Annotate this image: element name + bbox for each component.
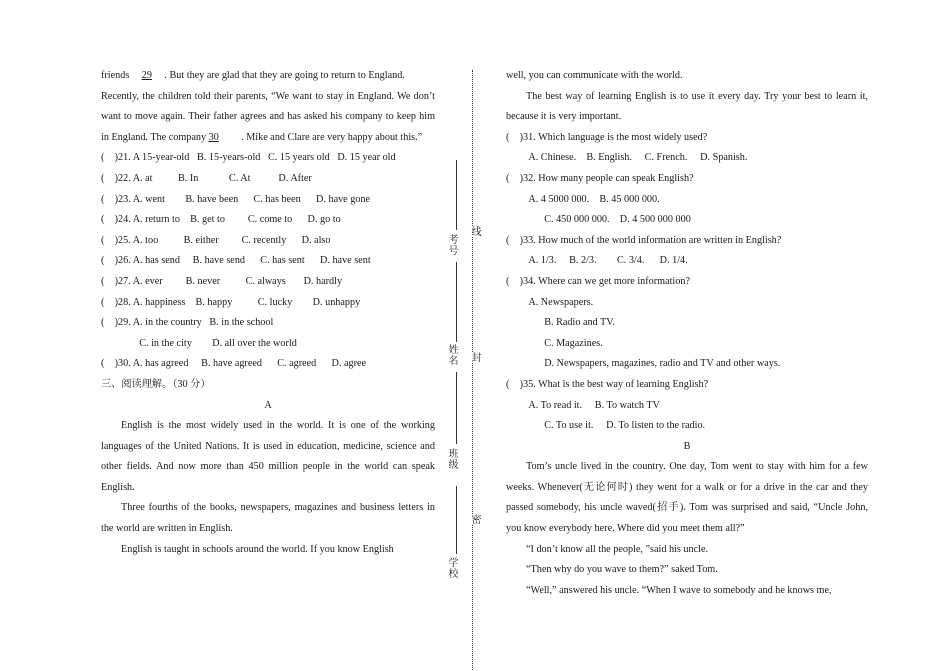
seal-seal-text: 封 — [469, 352, 480, 363]
passage-a-paragraph-3: English is taught in schools around the world. If you know English — [121, 543, 394, 555]
class-line — [456, 372, 457, 444]
question-28: ( )28. A. happiness B. happy C. lucky D. unhappy — [101, 296, 361, 308]
exam-no-label: 考号 — [446, 234, 457, 256]
passage-b-paragraph-2: “I don’t know all the people, ”said his uncle. — [526, 543, 709, 555]
question-32-options-2: C. 450 000 000. D. 4 500 000 000 — [506, 214, 691, 226]
passage-a-paragraph-1: English is the most widely used in the world. It is one of the working languages of the United Nations. It is used in education, medicine, science and other fields. And now more than 450 million people in the world can speak English. — [101, 420, 435, 493]
question-31: ( )31. Which language is the most widely used? — [506, 131, 708, 143]
question-29: ( )29. A. in the country B. in the school — [101, 317, 274, 329]
question-31-options: A. Chinese. B. English. C. French. D. Spanish. — [506, 152, 748, 164]
question-33: ( )33. How much of the world information are written in English? — [506, 234, 782, 246]
passage-b-label: B — [683, 440, 691, 452]
school-line — [456, 486, 457, 554]
question-32-options: A. 4 5000 000. B. 45 000 000. — [506, 193, 660, 205]
question-24: ( )24. A. return to B. get to C. come to D. go to — [101, 214, 341, 226]
answer-blank: 30 — [208, 131, 219, 143]
dotted-separator — [472, 70, 473, 670]
section-title: 三、阅读理解。（30 分） — [101, 378, 211, 390]
passage-a-label: A — [264, 399, 272, 411]
question-34-option-b: B. Radio and TV. — [506, 317, 615, 329]
class-label: 班级 — [446, 448, 457, 470]
question-34-option-c: C. Magazines. — [506, 337, 603, 349]
passage-b-paragraph-4: “Well,” answered his uncle. “When I wave to somebody and he knows me, — [526, 584, 832, 596]
question-27: ( )27. A. ever B. never C. always D. hardly — [101, 275, 343, 287]
name-label: 姓名 — [446, 344, 457, 366]
question-21: ( )21. A 15-year-old B. 15-years-old C. 15 years old D. 15 year old — [101, 152, 396, 164]
text-line: friends 29 . But they are glad that they are going to return to England. — [101, 66, 435, 87]
question-35-options: A. To read it. B. To watch TV — [506, 399, 660, 411]
school-label: 学校 — [446, 557, 457, 579]
seal-mi-text: 密 — [469, 514, 480, 525]
question-29-cont: C. in the city D. all over the world — [101, 337, 297, 349]
answer-blank: 29 — [141, 70, 152, 81]
passage-a-paragraph-2: Three fourths of the books, newspapers, magazines and business letters in the world are written in English. — [101, 502, 435, 535]
name-line — [456, 262, 457, 342]
question-34-option-a: A. Newspapers. — [506, 296, 594, 308]
exam-no-line — [456, 160, 457, 230]
question-23: ( )23. A. went B. have been C. has been D. have gone — [101, 193, 371, 205]
paragraph: The best way of learning English is to use it every day. Try your best to learn it, because it is very important. — [506, 90, 868, 123]
question-34-option-d: D. Newspapers, magazines, radio and TV and other ways. — [506, 358, 781, 370]
question-30: ( )30. A. has agreed B. have agreed C. agreed D. agree — [101, 358, 367, 370]
question-26: ( )26. A. has send B. have send C. has sent D. have sent — [101, 255, 371, 267]
question-33-options: A. 1/3. B. 2/3. C. 3/4. D. 1/4. — [506, 255, 688, 267]
paragraph: Recently, the children told their parents, “We want to stay in England. We don’t want to move again. Their father agrees and has asked his company to keep him in England. The company 30 . Mike and Clare are very happy about this.” — [101, 87, 435, 149]
question-35-options-2: C. To use it. D. To listen to the radio. — [506, 420, 706, 432]
passage-b-paragraph-3: “Then why do you wave to them?” saked Tom. — [526, 564, 718, 576]
question-32: ( )32. How many people can speak English? — [506, 172, 694, 184]
question-22: ( )22. A. at B. In C. At D. After — [101, 172, 312, 184]
right-column — [506, 66, 868, 601]
question-34: ( )34. Where can we get more information? — [506, 275, 690, 287]
seal-line-text: 线 — [469, 226, 480, 237]
question-25: ( )25. A. too B. either C. recently D. also — [101, 234, 331, 246]
text-line: well, you can communicate with the world. — [506, 70, 683, 81]
question-35: ( )35. What is the best way of learning English? — [506, 378, 709, 390]
passage-b-paragraph-1: Tom’s uncle lived in the country. One day, Tom went to stay with him for a few weeks. Whenever(无论何时) they went for a walk or for a drive in the car and they passed somebody, his uncle waved(招手). Tom was surprised and said, “Uncle John, you know everybody here. Where did you meet them all?” — [506, 461, 868, 535]
left-column — [101, 66, 435, 560]
